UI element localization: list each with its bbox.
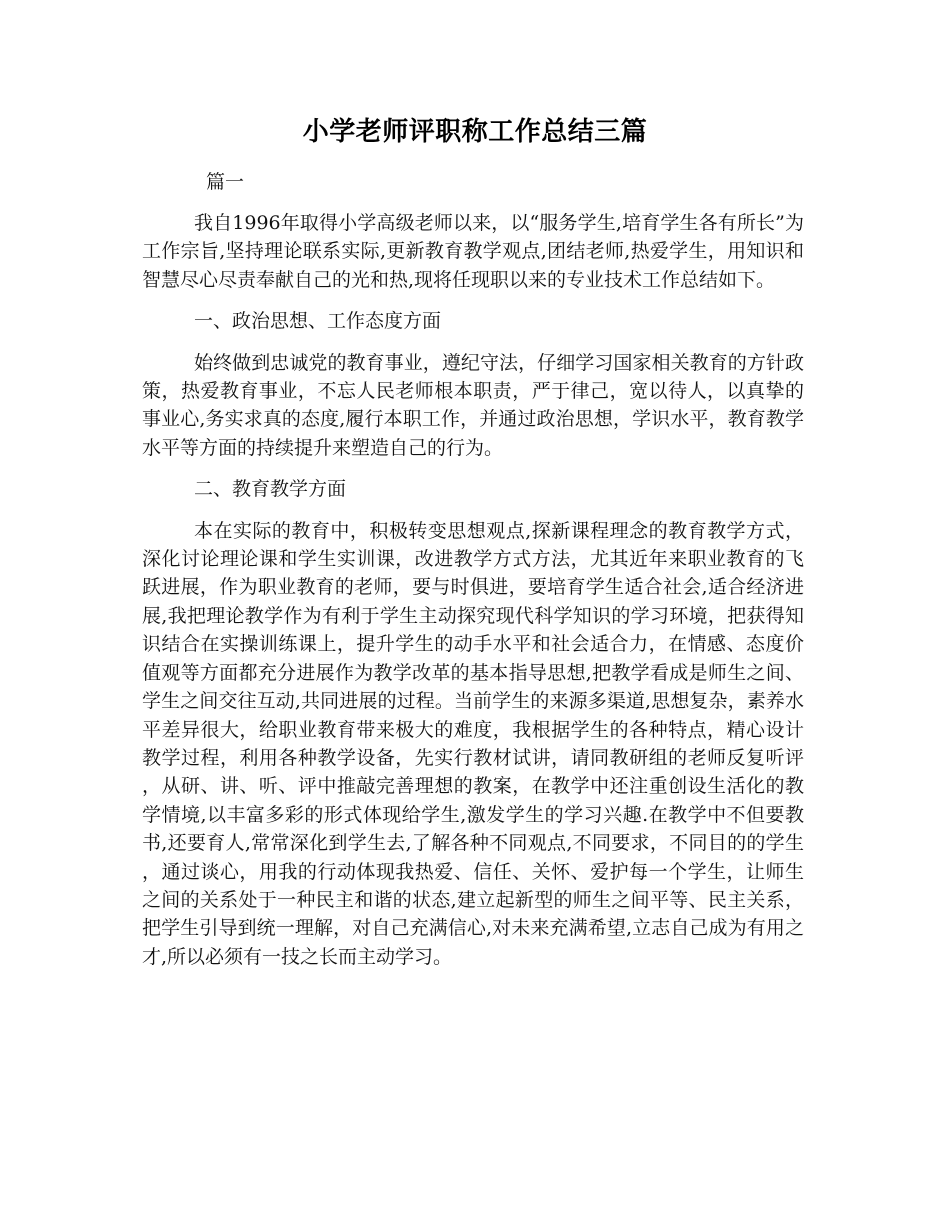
document-body	[142, 168, 804, 984]
political-paragraph: 始终做到忠诚党的教育事业，遵纪守法，仔细学习国家相关教育的方针政策，热爱教育事业，不忘人民老师根本职责，严于律己，宽以待人，以真挚的事业心,务实求真的态度,履行本职工作，并通过政治思想，学识水平，教育教学水平等方面的持续提升来塑造自己的行为。	[142, 351, 804, 459]
section-label: 篇一	[206, 171, 245, 193]
teaching-paragraph: 本在实际的教育中，积极转变思想观点,探新课程理念的教育教学方式，深化讨论理论课和学生实训课，改进教学方式方法，尤其近年来职业教育的飞跃进展，作为职业教育的老师，要与时俱进，要培育学生适合社会,适合经济进展,我把理论教学作为有利于学生主动探究现代科学知识的学习环境，把获得知识结合在实操训练课上，提升学生的动手水平和社会适合力，在情感、态度价值观等方面都充分进展作为教学改革的基本指导思想,把教学看成是师生之间、学生之间交往互动,共同进展的过程。当前学生的来源多渠道,思想复杂，素养水平差异很大，给职业教育带来极大的难度，我根据学生的各种特点，精心设计教学过程，利用各种教学设备，先实行教材试讲，请同教研组的老师反复听评，从研、讲、听、评中推敲完善理想的教案，在教学中还注重创设生活化的教学情境,以丰富多彩的形式体现给学生,激发学生的学习兴趣.在教学中不但要教书,还要育人,常常深化到学生去,了解各种不同观点,不同要求，不同目的的学生，通过谈心，用我的行动体现我热爱、信任、关怀、爱护每一个学生，让师生之间的关系处于一种民主和谐的状态,建立起新型的师生之间平等、民主关系，把学生引导到统一理解，对自己充满信心,对未来充满希望,立志自己成为有用之才,所以必须有一技之长而主动学习。	[142, 519, 804, 968]
intro-paragraph: 我自1996年取得小学高级老师以来，以“服务学生,培育学生各有所长”为工作宗旨,坚持理论联系实际,更新教育教学观点,团结老师,热爱学生，用知识和智慧尽心尽责奉献自己的光和热,现将任现职以来的专业技术工作总结如下。	[142, 212, 804, 291]
document-title: 小学老师评职称工作总结三篇	[302, 117, 648, 147]
section-heading-political: 一、政治思想、工作态度方面	[194, 310, 442, 333]
section-heading-teaching: 二、教育教学方面	[194, 478, 347, 501]
